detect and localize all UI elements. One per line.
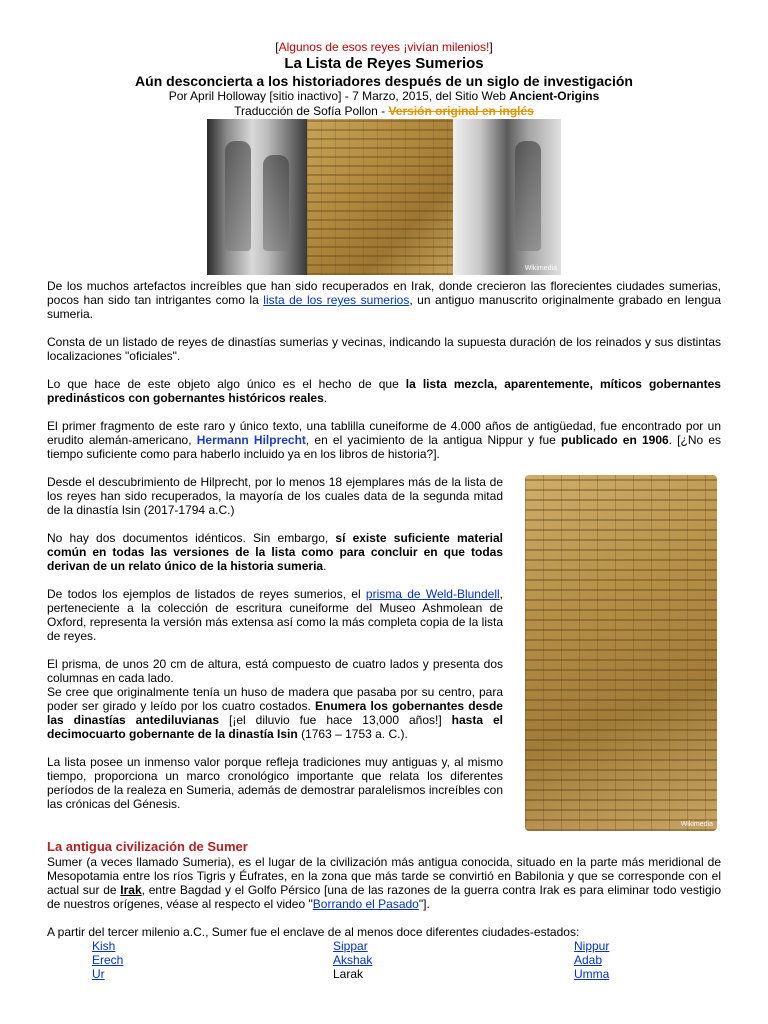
tagline-text: Algunos de esos reyes ¡vivían milenios! [278, 40, 490, 54]
wikimedia-watermark: Wikimedia [680, 821, 713, 828]
paragraph-spindle: Se cree que originalmente tenía un huso de madera que pasaba por su centro, para poder ser girado y leído por los cuatro costados. Enumera los gobernantes desde las dinastías antediluvianas [¡el diluvio fue hace 13,000 años!] hasta el decimocuarto gobernante de la dinastía Isin (1763 – 1753 a. C.). [47, 685, 504, 741]
two-column-section [47, 475, 721, 831]
city-link[interactable]: Kish [92, 939, 116, 953]
source-site: Ancient-Origins [509, 89, 600, 103]
city-link[interactable]: Ur [92, 967, 105, 981]
paragraph-weld-blundell: De todos los ejemplos de listados de reyes sumerios, el prisma de Weld-Blundell, perteneciente a la colección de escritura cuneiforme del Museo Ashmolean de Oxford, representa la versión más extensa así como la más completa copia de la lista de reyes. [47, 587, 503, 643]
city-name: Larak [333, 967, 364, 981]
paragraph-value: La lista posee un inmenso valor porque refleja tradiciones muy antiguas y, al mismo tiempo, proporciona un marco cronológico importante que relata los diferentes períodos de la realeza en Sumeria, además de demostrar paralelismos increíbles con las crónicas del Génesis. [47, 755, 503, 811]
tagline-bracket-close: ] [489, 40, 493, 54]
irak-link[interactable]: Irak [120, 883, 142, 897]
borrando-el-pasado-link[interactable]: Borrando el Pasado [312, 897, 419, 911]
paragraph-consta: Consta de un listado de reyes de dinastías sumerias y vecinas, indicando la supuesta duración de los reinados y sus distintas localizaciones "oficiales". [47, 335, 721, 363]
paragraph-prism: El prisma, de unos 20 cm de altura, está compuesto de cuatro lados y presenta dos columnas en cada lado. [47, 657, 503, 685]
city-list [92, 939, 721, 981]
column-text [47, 475, 503, 831]
weld-blundell-prism-image [525, 475, 717, 831]
hilprecht-name: Hermann Hilprecht [196, 433, 306, 447]
translation-line [47, 104, 721, 119]
paragraph-no-identical: No hay dos documentos idénticos. Sin embargo, sí existe suficiente material común en todas las versiones de la lista como para concluir en que todas derivan de un relato único de la historia sumeria. [47, 531, 503, 573]
city-link[interactable]: Akshak [333, 953, 373, 967]
paragraph-unique: Lo que hace de este objeto algo único es el hecho de que la lista mezcla, aparentemente, míticos gobernantes predinásticos con gobernantes históricos reales. [47, 377, 721, 405]
article [47, 40, 721, 981]
weld-blundell-link[interactable]: prisma de Weld-Blundell [365, 587, 500, 601]
paragraph-intro: De los muchos artefactos increíbles que han sido recuperados en Irak, donde crecieron las florecientes ciudades sumerias, pocos han sido tan intrigantes como la lista de los reyes sumerios, un antiguo manuscrito originalmente grabado en lengua sumeria. [47, 279, 722, 321]
original-version-link[interactable]: Versión original en inglés [388, 104, 534, 118]
wikimedia-watermark: Wikimedia [524, 265, 557, 272]
paragraph-sumer: Sumer (a veces llamado Sumeria), es el lugar de la civilización más antigua conocida, situado en la parte más meridional de Mesopotamia entre los ríos Tigris y Éufrates, en la zona que más tarde se convirtió en Babilonia y que se corresponde con el actual sur de Irak, entre Bagdad y el Golfo Pérsico [una de las razones de la guerra contra Irak es para eliminar todo vestigio de nuestros orígenes, véase al respecto el video "Borrando el Pasado"]. [47, 855, 721, 911]
paragraph-city-states: A partir del tercer milenio a.C., Sumer fue el enclave de al menos doce diferentes ciudades-estados: [47, 925, 580, 939]
tagline [47, 40, 721, 55]
cylinder-seal-image-right [453, 119, 561, 275]
byline [47, 89, 721, 104]
cuneiform-tablet-image [307, 119, 453, 275]
city-link[interactable]: Sippar [333, 939, 368, 953]
paragraph-discovery: Desde el descubrimiento de Hilprecht, por lo menos 18 ejemplares más de la lista de los reyes han sido recuperados, la mayoría de los cuales data de la segunda mitad de la dinastía Isin (2017-1794 a.C.) [47, 475, 503, 517]
city-link[interactable]: Adab [574, 953, 603, 967]
city-link[interactable]: Nippur [574, 939, 610, 953]
section-heading: La antigua civilización de Sumer [47, 839, 248, 854]
page-title: La Lista de Reyes Sumerios [284, 55, 484, 72]
translation-credit: Traducción de Sofía Pollon - [234, 104, 389, 118]
king-list-link[interactable]: lista de los reyes sumerios [263, 293, 410, 307]
cylinder-seal-image-left [207, 119, 307, 275]
paragraph-first-fragment: El primer fragmento de este raro y único texto, una tablilla cuneiforme de 4.000 años de antigüedad, fue encontrado por un erudito alemán-americano, Hermann Hilprecht, en el yacimiento de la antigua Nippur y fue publicado en 1906. [¿No es tiempo suficiente como para haberlo incluido ya en los libros de historia?]. [47, 419, 722, 461]
page-subtitle: Aún desconcierta a los historiadores después de un siglo de investigación [135, 73, 633, 89]
tagline-bracket-open: [ [275, 40, 279, 54]
banner-image [207, 119, 561, 275]
byline-text: Por April Holloway [sitio inactivo] - 7 Marzo, 2015, del Sitio Web [168, 89, 510, 103]
city-link[interactable]: Umma [574, 967, 610, 981]
city-link[interactable]: Erech [92, 953, 124, 967]
